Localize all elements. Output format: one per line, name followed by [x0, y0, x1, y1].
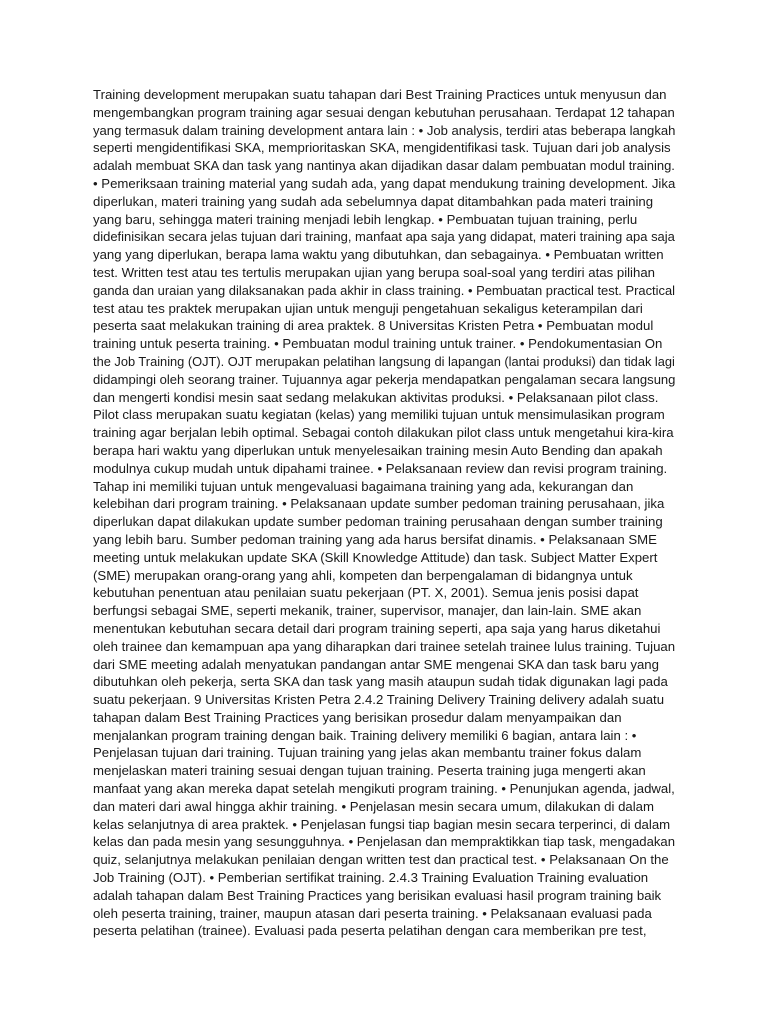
text-line: peserta pelatihan (trainee). Evaluasi pada peserta pelatihan dengan cara memberikan pre test, [93, 923, 647, 939]
text-line: yang baru, sehingga materi training menjadi lebih lengkap. • Pembuatan tujuan training, perlu [93, 211, 638, 227]
text-line: berfungsi sebagai SME, seperti mekanik, trainer, supervisor, manajer, dan lain-lain. SME akan [93, 603, 642, 619]
body-text [93, 86, 675, 940]
text-line: training agar berjalan lebih optimal. Sebagai contoh dilakukan pilot class untuk mengetahui kira-kira [93, 425, 674, 441]
text-line: kelebihan dari program training. • Pelaksanaan update sumber pedoman training perusahaan, jika [93, 496, 665, 512]
text-line: Job Training (OJT). • Pemberian sertifikat training. 2.4.3 Training Evaluation Training evaluation [93, 870, 649, 886]
text-line: • Pemeriksaan training material yang sudah ada, yang dapat mendukung training development. Jika [93, 175, 676, 191]
text-line: Pilot class merupakan suatu kegiatan (kelas) yang memiliki tujuan untuk mensimulasikan program [93, 407, 665, 423]
text-line: berapa hari waktu yang diperlukan untuk menyelesaikan training mesin Auto Bending dan apakah [93, 442, 663, 458]
text-line: oleh peserta training, trainer, maupun atasan dari peserta training. • Pelaksanaan evaluasi pada [93, 905, 652, 921]
text-line: Training development merupakan suatu tahapan dari Best Training Practices untuk menyusun dan [93, 87, 667, 102]
text-line: Tahap ini memiliki tujuan untuk mengevaluasi bagaimana training yang ada, kekurangan dan [93, 478, 634, 494]
text-line: suatu pekerjaan. 9 Universitas Kristen Petra 2.4.2 Training Delivery Training delivery adalah suatu [93, 692, 665, 708]
text-line: kebutuhan penentuan atau penilaian suatu pekerjaan (PT. X, 2001). Semua jenis posisi dapat [93, 585, 639, 601]
text-line: diperlukan dapat dilakukan update sumber pedoman training perusahaan dengan sumber training [93, 514, 663, 530]
text-line: quiz, selanjutnya melakukan penilaian dengan written test dan practical test. • Pelaksanaan On the [93, 852, 669, 868]
text-line: mengembangkan program training agar sesuai dengan kebutuhan perusahaan. Terdapat 12 tahapan [93, 104, 675, 120]
text-line: training untuk peserta training. • Pembuatan modul training untuk trainer. • Pendokumentasian On [93, 336, 663, 352]
text-line: dan mengerti kondisi mesin saat sedang melakukan aktivitas produksi. • Pelaksanaan pilot class. [93, 389, 659, 405]
text-line: dibutuhkan oleh pekerja, serta SKA dan task yang masih ataupun sudah tidak digunakan lagi pada [93, 674, 668, 690]
text-line: ganda dan uraian yang dilaksanakan pada akhir in class training. • Pembuatan practical test. Practical [93, 282, 676, 298]
text-line: tahapan dalam Best Training Practices yang berisikan prosedur dalam menyampaikan dan [93, 709, 622, 725]
text-line: yang termasuk dalam training development antara lain : • Job analysis, terdiri atas beberapa langkah [93, 122, 676, 138]
text-line: (SME) merupakan orang-orang yang ahli, kompeten dan berpengalaman di bidangnya untuk [93, 567, 633, 583]
text-line: kelas dan pada mesin yang sesungguhnya. • Penjelasan dan mempraktikkan tiap task, mengadakan [93, 834, 675, 850]
text-line: manfaat yang akan mereka dapat setelah mengikuti program training. • Penunjukan agenda, jadwal, [93, 781, 675, 797]
text-line: menentukan kebutuhan secara detail dari program training seperti, apa saja yang harus diketahui [93, 620, 661, 636]
text-line: adalah membuat SKA dan task yang nantinya akan dijadikan dasar dalam pembuatan modul training. [93, 158, 675, 174]
text-line: test. Written test atau tes tertulis merupakan ujian yang berupa soal-soal yang terdiri atas pilihan [93, 264, 655, 280]
text-line: dan materi dari awal hingga akhir training. • Penjelasan mesin secara umum, dilakukan di dalam [93, 798, 654, 814]
text-line: yang lebih baru. Sumber pedoman training yang ada harus bersifat dinamis. • Pelaksanaan SME [93, 531, 657, 547]
text-line: modulnya cukup mudah untuk dipahami trainee. • Pelaksanaan review dan revisi program training. [93, 460, 668, 476]
text-line: yang yang diperlukan, berapa lama waktu yang dibutuhkan, dan sebagainya. • Pembuatan written [93, 247, 664, 263]
text-line: kelas selanjutnya di area praktek. • Penjelasan fungsi tiap bagian mesin secara terperinci, di dalam [93, 816, 671, 832]
text-line: didefinisikan secara jelas tujuan dari training, manfaat apa saja yang didapat, materi training apa saja [93, 229, 675, 245]
text-line: menjelaskan materi training sesuai dengan tujuan training. Peserta training juga mengerti akan [93, 763, 646, 779]
text-line: the Job Training (OJT). OJT merupakan pelatihan langsung di lapangan (lantai produksi) dan tidak lagi [93, 353, 675, 369]
text-line: dari SME meeting adalah menyatukan pandangan antar SME mengenai SKA dan task baru yang [93, 656, 659, 672]
text-line: didampingi oleh seorang trainer. Tujuannya agar pekerja mendapatkan pengalaman secara langsung [93, 371, 676, 387]
text-line: seperti mengidentifikasi SKA, memprioritaskan SKA, mengidentifikasi task. Tujuan dari job analysis [93, 140, 671, 156]
text-line: Penjelasan tujuan dari training. Tujuan training yang jelas akan membantu trainer fokus dalam [93, 745, 642, 761]
text-line: menjalankan program training dengan baik. Training delivery memiliki 6 bagian, antara lain : • [93, 727, 637, 743]
text-line: meeting untuk melakukan update SKA (Skill Knowledge Attitude) dan task. Subject Matter Expert [93, 549, 658, 565]
text-line: diperlukan, materi training yang sudah ada sebelumnya dapat ditambahkan pada materi training [93, 193, 654, 209]
text-line: peserta saat melakukan training di area praktek. 8 Universitas Kristen Petra • Pembuatan modul [93, 318, 654, 334]
text-line: test atau tes praktek merupakan ujian untuk menguji pengetahuan sekaligus keterampilan dari [93, 300, 643, 316]
text-line: adalah tahapan dalam Best Training Practices yang berisikan evaluasi hasil program training baik [93, 887, 662, 903]
text-line: oleh trainee dan kemampuan apa yang diharapkan dari trainee setelah trainee lulus training. Tujuan [93, 638, 676, 654]
